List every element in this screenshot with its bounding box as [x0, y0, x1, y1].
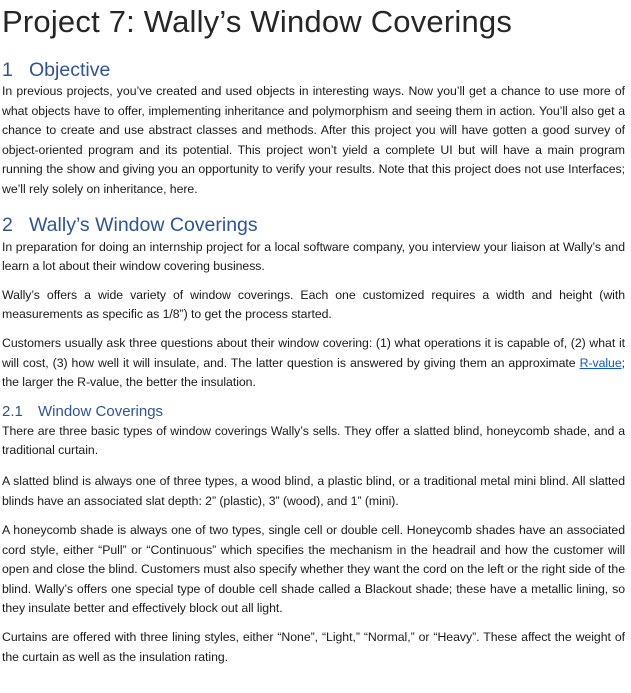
- section-heading-objective: [2, 58, 625, 82]
- section-title: Wally’s Window Coverings: [29, 213, 258, 236]
- honeycomb-shade-paragraph: A honeycomb shade is always one of two types, single cell or double cell. Honeycomb shades have an associated cord style, either “Pull” or “Continuous” which specifies the mechanism in the headrail and how the customer will open and close the blind. Customers must also specify whether they want the cord on the left or the right side of the blind. Wally’s offers one special type of double cell shade called a Blackout shade; these have a metallic lining, so they insulate better and effectively block out all light.: [2, 523, 625, 616]
- objective-paragraph: In previous projects, you’ve created and used objects in interesting ways. Now you’ll get a chance to use more of what objects have to offer, implementing inheritance and polymorphism and seeing them in action. You’ll also get a chance to create and use abstract classes and methods. After this project you will have gotten a good survey of object-oriented program and its potential. This project won’t yield a complete UI but will have a main program running the show and giving you an opportunity to verify your results. Note that this project does not use Interfaces; we’ll rely solely on inheritance, here.: [2, 84, 625, 196]
- subsection-number: 2.1: [2, 402, 23, 420]
- questions-paragraph: [2, 334, 625, 393]
- basic-types-paragraph: There are three basic types of window coverings Wally’s sells. They offer a slatted blind, honeycomb shade, and a traditional curtain.: [2, 423, 625, 458]
- section-title: Objective: [29, 59, 111, 81]
- curtains-paragraph: Curtains are offered with three lining styles, either “None”, “Light,” “Normal,” or “Heavy”. These affect the weight of the curtain as well as the insulation rating.: [2, 630, 625, 664]
- internship-paragraph: In preparation for doing an internship project for a local software company, you interview your liaison at Wally’s and learn a lot about their window covering business.: [2, 239, 625, 274]
- subsection-title: Window Coverings: [38, 402, 164, 420]
- questions-text-before: Customers usually ask three questions about their window covering: (1) what operations it is capable of, (2) what it will cost, (3) how well it will insulate, and. The latter question is answered by giving them an approximate: [2, 335, 625, 370]
- document-title: Project 7: Wally’s Window Coverings: [2, 4, 513, 39]
- questions-text-after: ; the larger the R-value, the better the insulation.: [2, 355, 625, 390]
- subsection-heading-window-coverings: [2, 402, 625, 422]
- variety-paragraph: Wally’s offers a wide variety of window coverings. Each one customized requires a width and height (with measurements as specific as 1/8”) to get the process started.: [2, 287, 625, 322]
- section-heading-wallys: [2, 213, 625, 237]
- r-value-link[interactable]: R-value: [579, 355, 622, 370]
- slatted-blind-paragraph: A slatted blind is always one of three types, a wood blind, a plastic blind, or a traditional metal mini blind. All slatted blinds have an associated slat depth: 2” (plastic), 3” (wood), and 1” (mini).: [2, 473, 625, 508]
- section-number: 1: [2, 59, 13, 81]
- section-number: 2: [2, 213, 13, 236]
